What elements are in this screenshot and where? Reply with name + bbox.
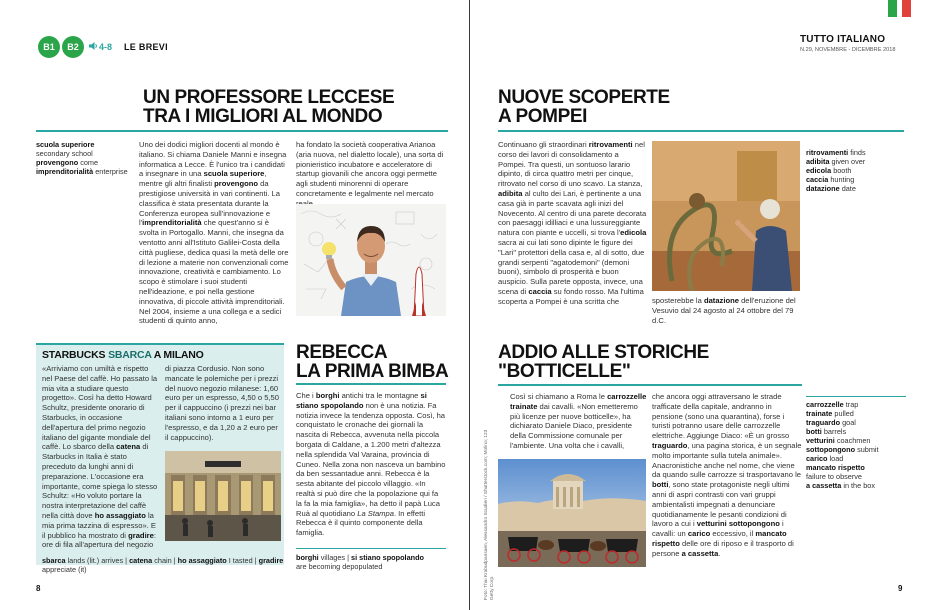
glossary-entry: vetturini coachmen xyxy=(806,436,871,445)
rome-carriage-photo xyxy=(498,459,646,567)
botticelle-glossary xyxy=(806,400,906,490)
pompei-headline xyxy=(498,88,670,126)
botticelle-rule xyxy=(498,384,802,386)
botticelle-headline xyxy=(498,343,709,381)
section-title: LE BREVI xyxy=(124,42,168,52)
botticelle-headline-line2: "BOTTICELLE" xyxy=(498,361,631,382)
article1-body-col1: Uno dei dodici migliori docenti al mondo è italiano. Si chiama Daniele Manni e insegna informatica a Lecce. È l'unico tra i candidati a insegnare in una scuola superiore, mentre gli altri finalisti provengono da prestigiose università in vari continenti. La classifica è stata presentata durante la Conferenza europea sull'innovazione e l'imprenditorialità che quest'anno si è svolta in Portogallo. Manni, che insegna da ventotto anni all'Istituto Galilei-Costa della città pugliese, dedica quasi la metà delle ore di lezione a materie non convenzionali come innovazione, creatività e cambiamento. Lo scopo è stimolare i suoi studenti nell'ideazione, e poi nella gestione innovativa, di piccole attività imprenditoriali. Nel 2004, insieme a una collega e a sedici studenti di quinto anno, xyxy=(139,140,289,326)
left-page xyxy=(0,0,469,610)
glossary-entry: mancato rispetto failure to observe xyxy=(806,463,865,481)
glossary-entry: trainate pulled xyxy=(806,409,854,418)
glossary-entry: imprenditorialità enterprise xyxy=(36,167,128,176)
starbucks-rule xyxy=(36,343,284,345)
article1-body-col2: ha fondato la società cooperativa Arianoa (aria nuova, nel dialetto locale), una sorta di pionieristico incubatore e acceleratore di startup giovanili che ancora oggi permette agli studenti minorenni di operare concretamente e legalmente nel mercato xyxy=(296,140,444,198)
glossary-entry: sottopongono submit xyxy=(806,445,879,454)
level-badge-b1: B1 xyxy=(38,36,60,58)
botticelle-body-col1: Così si chiamano a Roma le carrozzelle trainate dai cavalli. «Non emetteremo più licenze per nuove botticelle», ha dichiarato Daniele Diaco, presidente della Commissione comunale per l'ambiente. Una volta che i cavalli, xyxy=(510,392,647,450)
pompei-body: Continuano gli straordinari ritrovamenti nel corso dei lavori di consolidamento a Pompei. Tra questi, un sontuoso larario dipinto, di circa quattro metri per cinque, ritrovato nel corso di uno scavo. La stanza, adibita al culto dei Lari, è pertinente a una casa già in parte scavata agli inizi del Novecento. Al centro di una parete decorata con paesaggi idilliaci e una lussureggiante natura con piante e uccelli, si trova l'edicola sacra ai cui lati sono dipinte le figure dei "Lari" protettori della casa e, al di sotto, due grandi serpenti "agatodemoni" (demoni buoni), simbolo di prosperità e buon auspicio. Sulla parete opposta, invece, una scena di caccia su fondo rosso. Ma l'ultima scoperta a Pompei è una scritta che xyxy=(498,140,647,306)
right-page xyxy=(470,0,939,610)
professor-photo xyxy=(296,204,446,316)
pompei-glossary xyxy=(806,148,906,193)
flag-stripe-red xyxy=(902,0,911,17)
pompei-headline-line1: NUOVE SCOPERTE xyxy=(498,87,670,108)
botticelle-glossary-rule xyxy=(806,396,906,397)
rebecca-glossary-rule xyxy=(296,548,446,549)
article1-rule xyxy=(36,130,448,132)
page-range: 4-8 xyxy=(99,42,113,52)
starbucks-body-col2: di piazza Cordusio. Non sono mancate le polemiche per i prezzi del nuovo negozio milanese: 1,60 euro per un espresso, 4,50 o 5,50 per il cappuccino (i prezzi nei bar italiani sono intorno a 1 euro per l'espresso, e da 1,20 a 2 euro per il cappuccino). xyxy=(165,364,279,442)
pompei-rule xyxy=(498,130,904,132)
glossary-entry: ritrovamenti finds xyxy=(806,148,866,157)
left-page-number: 8 xyxy=(36,584,41,593)
pompei-body-continued: sposterebbe la datazione dell'eruzione del Vesuvio dal 24 agosto al 24 ottobre del 79 d.C. xyxy=(652,296,796,325)
rebecca-headline-line2: LA PRIMA BIMBA xyxy=(296,361,449,382)
article1-headline-line2: TRA I MIGLIORI AL MONDO xyxy=(143,106,383,127)
glossary-entry: carrozzelle trap xyxy=(806,400,859,409)
starbucks-title: STARBUCKS SBARCA A MILANO xyxy=(42,349,204,361)
rebecca-body: Che i borghi antichi tra le montagne si stiano spopolando non è una notizia. Fa notizia invece la tendenza opposta. Così, ha conquistato le cronache dei giornali la nascita di Rebecca, avvenuta nella piccola borgata di Caldane, a 1.200 metri d'altezza nella splendida Val Varaina, provincia di Cuneo. Nella zona non nasceva un bambino da ben sessantadue anni. Rebecca è la sesta abitante del piccolo villaggio. «In realtà si può dire che la popolazione qui fa la fa la mia famiglia», ha detto il papà Luca Ruà al quotidiano La Stampa. In effetti Rebecca è il quinto componente della famiglia. xyxy=(296,391,446,538)
glossary-entry: a cassetta in the box xyxy=(806,481,875,490)
pompei-headline-line2: A POMPEI xyxy=(498,106,587,127)
botticelle-body-col2: che ancora oggi attraversano le strade trafficate della capitale, andranno in pensione (sono una quarantina), forse i turisti potranno usare delle carrozzelle elettriche. Aggiunge Diaco: «È un grosso traguardo, una pagina storica, è un segnale molto importante sulla tutela animale». Anacronistiche anche nel nome, che viene da quando sulle carrozze si trasportavano le botti, sono state protagoniste negli ultimi anni di aspri contrasti con vari gruppi ambientalisti impegnati a denunciare quotidianamente le pesanti condizioni di lavoro a cui i vetturini sottopongono i cavalli: un carico eccessivo, il mancato rispetto delle ore di riposo e il trasporto di persone a cassetta. xyxy=(652,392,802,558)
audio-speaker-icon xyxy=(88,41,98,51)
pompei-fresco-photo xyxy=(652,141,800,291)
article1-glossary xyxy=(36,140,131,176)
issue-info: N.29, NOVEMBRE - DICEMBRE 2018 xyxy=(800,47,896,53)
glossary-entry: edicola booth xyxy=(806,166,852,175)
article1-headline-line1: UN PROFESSORE LECCESE xyxy=(143,87,395,108)
rebecca-headline xyxy=(296,343,448,381)
glossary-entry: provengono come xyxy=(36,158,99,167)
flag-stripe-green xyxy=(888,0,897,17)
glossary-entry: adibita given over xyxy=(806,157,866,166)
botticelle-headline-line1: ADDIO ALLE STORICHE xyxy=(498,342,709,363)
glossary-entry: datazione date xyxy=(806,184,856,193)
starbucks-glossary: sbarca lands (lit.) arrives | catena chain | ho assaggiato I tasted | gradire appreciate (it) xyxy=(42,556,284,574)
glossary-entry: traguardo goal xyxy=(806,418,856,427)
glossary-entry: botti barrels xyxy=(806,427,847,436)
level-badge-b2: B2 xyxy=(62,36,84,58)
right-page-number: 9 xyxy=(898,584,903,593)
glossary-entry: caccia hunting xyxy=(806,175,855,184)
photo-credit: Foto: Thai Krabudpansaen, Alessandro Scudieri / Shutterstock.com; Molino; 123 Getty Corp. xyxy=(484,429,495,600)
rebecca-headline-line1: REBECCA xyxy=(296,342,388,363)
rebecca-rule xyxy=(296,383,446,385)
glossary-entry: scuola superiore secondary school xyxy=(36,140,95,158)
rebecca-glossary: borghi villages | si stiano spopolando are becoming depopulated xyxy=(296,553,425,571)
starbucks-body-col1: «Arriviamo con umiltà e rispetto nel Paese del caffè. Ho passato la mia vita a studiare questo progetto». Così ha detto Howard Schultz, presidente onorario di Starbucks, in occasione dell'apertura del primo negozio italiano del gigante mondiale del caffè. Lo sbarco della catena di Starbucks in Italia è stato preceduto da lunghi anni di preparazione. L'occasione era importante, come spiega lo stesso Schultz: «Ho voluto portare la nostra interpretazione del caffè nella città dove ho assaggiato la mia prima tazzina di espresso». E il pubblico ha mostrato di gradire: ore di fila all'apertura del negozio xyxy=(42,364,158,550)
glossary-entry: carico load xyxy=(806,454,844,463)
article1-headline xyxy=(143,88,394,126)
magazine-title: TUTTO ITALIANO xyxy=(800,34,886,45)
starbucks-store-photo xyxy=(165,451,281,541)
